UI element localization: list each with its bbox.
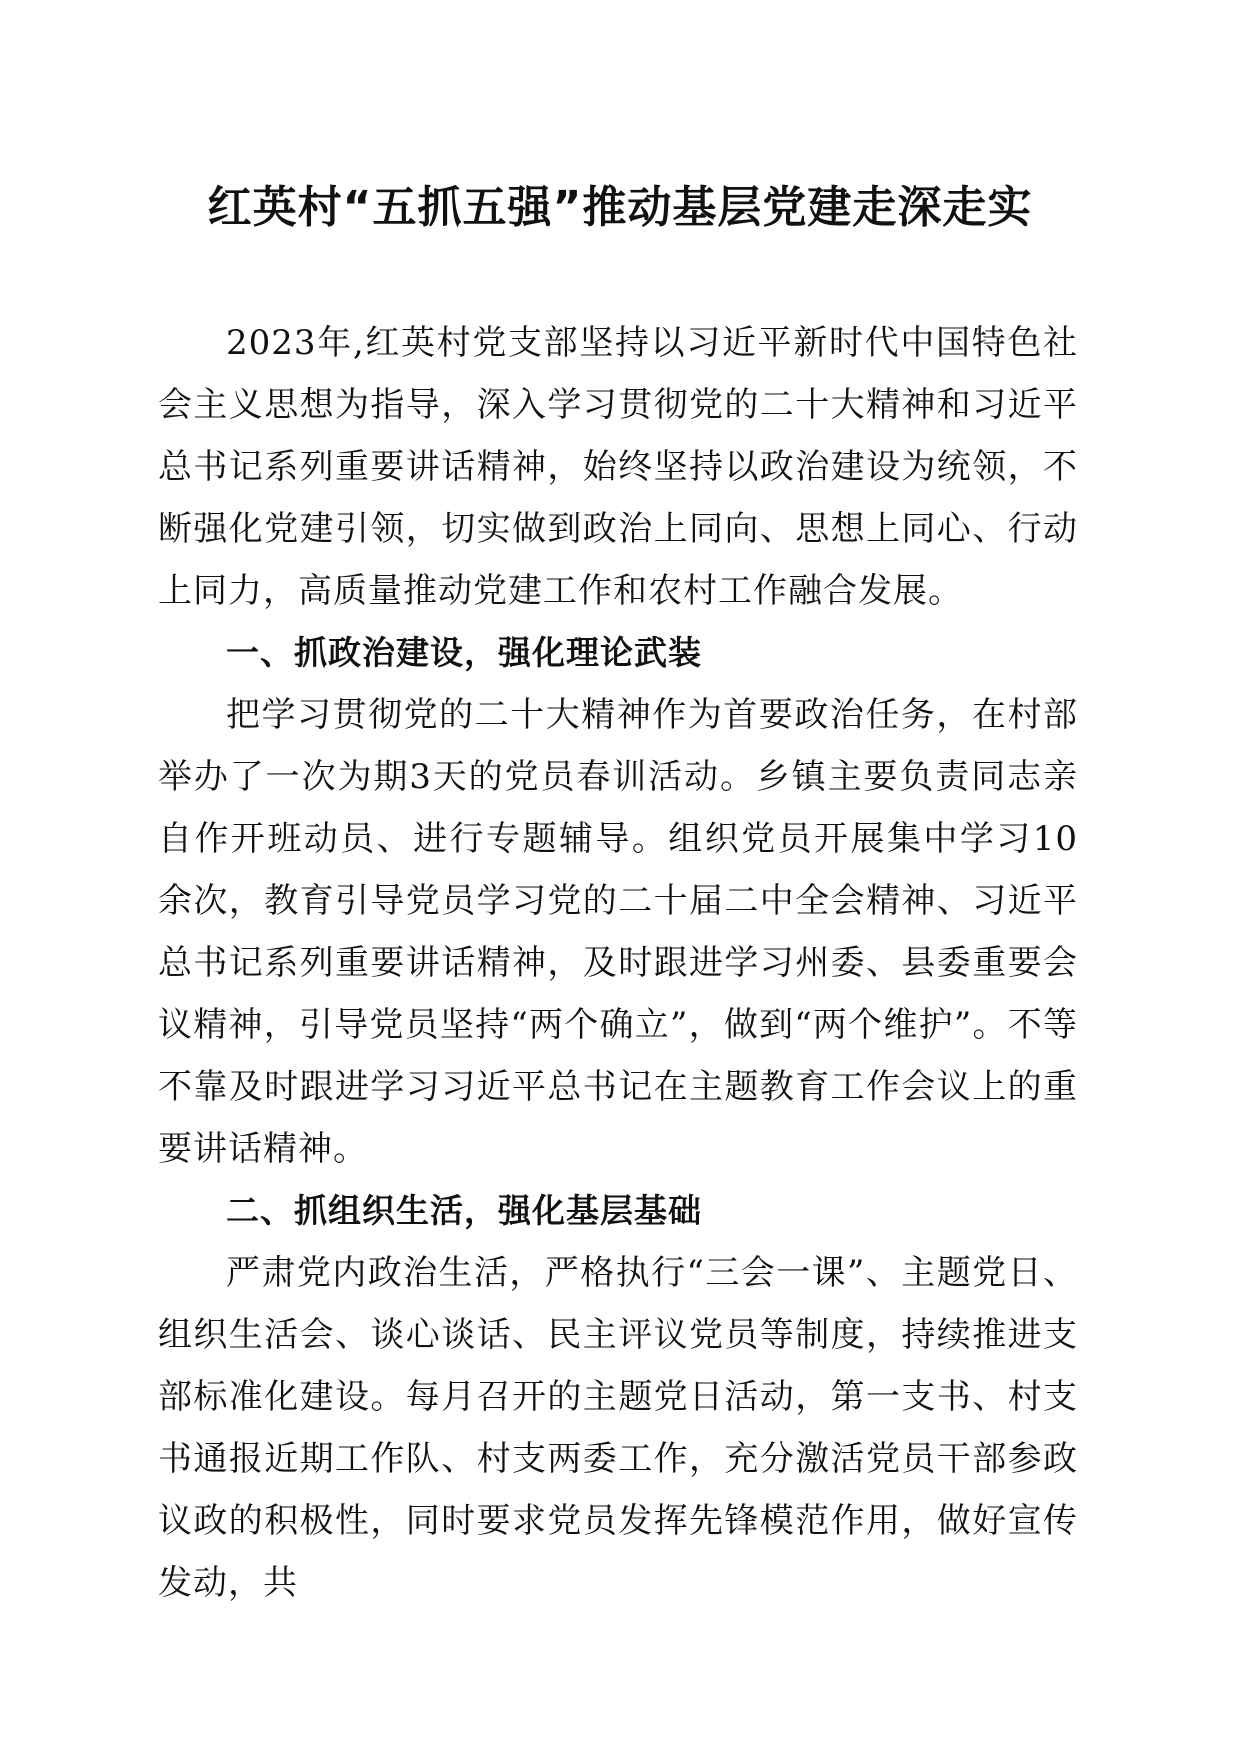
document-title: 红英村“五抓五强”推动基层党建走深走实: [207, 182, 1033, 233]
section-heading: 二、抓组织生活，强化基层基础: [226, 1191, 702, 1230]
document-body: [158, 312, 1078, 1614]
section-1: [158, 622, 1078, 1180]
intro-paragraph: 2023年,红英村党支部坚持以习近平新时代中国特色社会主义思想为指导，深入学习贯彻党的二十大精神和习近平总书记系列重要讲话精神，始终坚持以政治建设为统领，不断强化党建引领，切实做到政治上同向、思想上同心、行动上同力，高质量推动党建工作和农村工作融合发展。: [158, 323, 1078, 611]
section-paragraph: 把学习贯彻党的二十大精神作为首要政治任务，在村部举办了一次为期3天的党员春训活动。乡镇主要负责同志亲自作开班动员、进行专题辅导。组织党员开展集中学习10余次，教育引导党员学习党的二十届二中全会精神、习近平总书记系列重要讲话精神，及时跟进学习州委、县委重要会议精神，引导党员坚持“两个确立”，做到“两个维护”。不等不靠及时跟进学习习近平总书记在主题教育工作会议上的重要讲话精神。: [158, 695, 1078, 1169]
section-2: [158, 1180, 1078, 1614]
section-heading: 一、抓政治建设，强化理论武装: [226, 633, 702, 672]
section-paragraph: 严肃党内政治生活，严格执行“三会一课”、主题党日、组织生活会、谈心谈话、民主评议党员等制度，持续推进支部标准化建设。每月召开的主题党日活动，第一支书、村支书通报近期工作队、村支两委工作，充分激活党员干部参政议政的积极性，同时要求党员发挥先锋模范作用，做好宣传发动，共: [158, 1253, 1078, 1603]
